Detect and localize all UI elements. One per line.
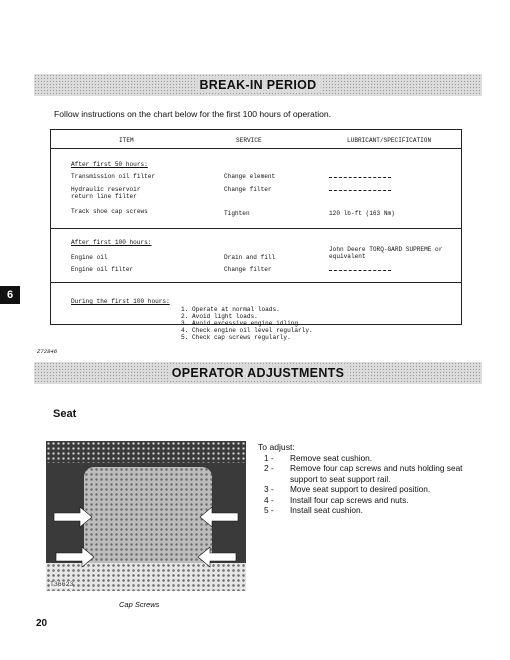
operator-adjustments-heading: OPERATOR ADJUSTMENTS — [168, 366, 348, 380]
row-item: return line filter — [71, 193, 137, 200]
intro-text: Follow instructions on the chart below for the first 100 hours of operation. — [54, 109, 332, 119]
cap-screw-arrows — [46, 441, 246, 591]
operator-adjustments-banner — [34, 362, 482, 384]
adjust-step: 5 - Install seat cushion. — [264, 505, 363, 516]
header-divider — [51, 148, 461, 149]
adjust-heading: To adjust: — [258, 442, 295, 452]
break-in-table — [37, 129, 462, 355]
photo-id: T36623 — [50, 581, 74, 588]
row-service: Drain and fill — [224, 254, 276, 261]
arrow-icon — [200, 507, 238, 527]
header-service: SERVICE — [236, 137, 262, 144]
row-item: Track shoe cap screws — [71, 208, 148, 215]
row-service: Change filter — [224, 186, 272, 193]
section-50-hours-title: After first 50 hours: — [71, 161, 148, 168]
spec-blank — [329, 177, 391, 178]
row-spec: equivalent — [329, 253, 366, 260]
figure-id: Z72846 — [37, 348, 58, 355]
break-in-period-banner — [34, 74, 482, 96]
row-service: Change filter — [224, 266, 272, 273]
row-item: Transmission oil filter — [71, 173, 156, 180]
adjust-step: 3 - Move seat support to desired position. — [264, 484, 431, 495]
row-service: Tighten — [224, 210, 250, 217]
adjust-steps — [264, 453, 484, 515]
section-100-hours-title: After first 100 hours: — [71, 239, 152, 246]
page-number: 20 — [36, 618, 48, 629]
seat-photo — [46, 441, 246, 591]
during-list-item: 5. Check cap screws regularly. — [181, 334, 291, 341]
during-list-item: 3. Avoid excessive engine idling. — [181, 320, 302, 327]
row-item: Hydraulic reservoir — [71, 186, 141, 193]
arrow-icon — [198, 547, 236, 567]
row-service: Change element — [224, 173, 276, 180]
section-divider — [51, 228, 461, 229]
break-in-period-heading: BREAK-IN PERIOD — [195, 78, 320, 92]
section-divider — [51, 282, 461, 283]
arrow-icon — [56, 547, 94, 567]
adjust-step: 1 - Remove seat cushion. — [264, 453, 373, 463]
row-spec: 120 lb-ft (163 Nm) — [329, 210, 395, 217]
section-during-title: During the first 100 hours: — [71, 298, 170, 305]
row-spec: John Deere TORQ-GARD SUPREME or — [329, 246, 443, 253]
header-item: ITEM — [119, 137, 134, 144]
header-lubricant: LUBRICANT/SPECIFICATION — [347, 137, 432, 144]
adjust-step: 4 - Install four cap screws and nuts. — [264, 494, 409, 505]
section-tab: 6 — [0, 286, 20, 304]
spec-blank — [329, 190, 391, 191]
during-list-item: 2. Avoid light loads. — [181, 313, 258, 320]
during-list-item: 4. Check engine oil level regularly. — [181, 327, 313, 334]
row-item: Engine oil — [71, 254, 108, 261]
during-list-item: 1. Operate at normal loads. — [181, 306, 280, 313]
arrow-icon — [54, 507, 92, 527]
spec-blank — [329, 270, 391, 271]
seat-heading: Seat — [53, 408, 77, 420]
row-item: Engine oil filter — [71, 266, 134, 273]
photo-caption: Cap Screws — [119, 600, 160, 609]
adjust-step: 2 - Remove four cap screws and nuts holding seat support to seat support rail. — [264, 463, 463, 484]
